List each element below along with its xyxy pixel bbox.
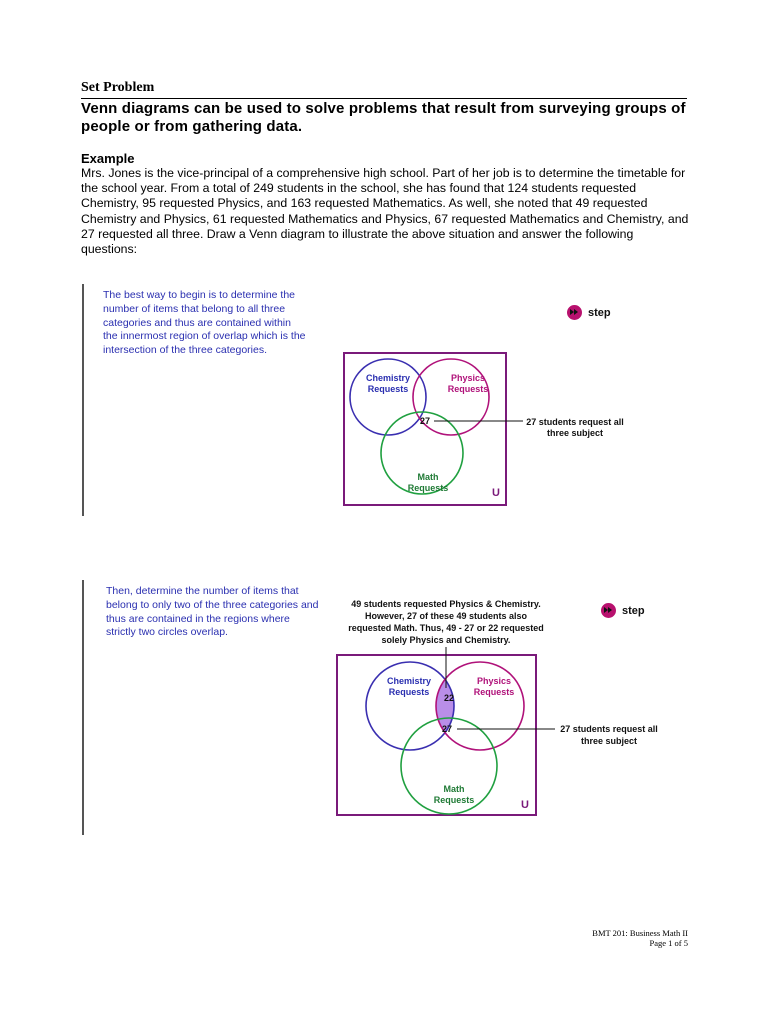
math-label-1: Math: [443, 784, 465, 794]
top-note-4: solely Physics and Chemistry.: [381, 635, 511, 645]
callout-line-1: 27 students request all: [526, 417, 624, 427]
physics-label-2: Requests: [447, 384, 489, 394]
callout-line-1: 27 students request all: [560, 724, 658, 734]
callout-line-2: three subject: [580, 736, 638, 746]
venn-diagram-2: [325, 592, 685, 822]
step-label: step: [622, 604, 645, 617]
top-note-3: requested Math. Thus, 49 - 27 or 22 requested: [348, 623, 544, 633]
panel-1-step-button[interactable]: [567, 305, 611, 320]
overlap-value: 22: [443, 693, 455, 703]
fast-forward-icon: [567, 305, 582, 320]
footer-page-number: Page 1 of 5: [649, 938, 688, 948]
math-label-2: Requests: [407, 483, 449, 493]
chemistry-label-1: Chemistry: [386, 676, 432, 686]
section-title: Set Problem: [81, 80, 687, 99]
top-note-1: 49 students requested Physics & Chemistry.: [351, 599, 541, 609]
chemistry-label-2: Requests: [388, 687, 430, 697]
physics-label-2: Requests: [473, 687, 515, 697]
panel-1-text: The best way to begin is to determine the number of items that belong to all three categories and thus are contained within the innermost region of overlap which is the intersection of the three categories.: [103, 289, 306, 357]
physics-label-1: Physics: [476, 676, 512, 686]
math-label-2: Requests: [433, 795, 475, 805]
page-subtitle: Venn diagrams can be used to solve problems that result from surveying groups of people or from gathering data.: [81, 100, 686, 135]
chemistry-label-2: Requests: [367, 384, 409, 394]
venn-diagram-1: [330, 345, 650, 510]
chemistry-circle: [350, 359, 426, 435]
example-text: Mrs. Jones is the vice-principal of a comprehensive high school. Part of her job is to determine the timetable for the school year. From a total of 249 students in the school, she has found that 124 students requested Chemistry, 95 requested Physics, and 163 requested Mathematics. As well, she noted that 49 requested Chemistry and Physics, 61 requested Mathematics and Physics, 67 requested Mathematics and Chemistry, and 27 requested all three. Draw a Venn diagram to illustrate the above situation and answer the following questions:: [81, 166, 689, 257]
callout-line-2: three subject: [546, 428, 604, 438]
center-value: 27: [419, 416, 431, 426]
page-footer: [592, 928, 688, 948]
math-label-1: Math: [417, 472, 439, 482]
universe-label: U: [521, 799, 529, 811]
top-note-2: However, 27 of these 49 students also: [364, 611, 528, 621]
center-value: 27: [441, 724, 453, 734]
step-label: step: [588, 306, 611, 319]
panel-1-left-bar: [82, 284, 84, 516]
chemistry-label-1: Chemistry: [365, 373, 411, 383]
panel-2-left-bar: [82, 580, 84, 835]
physics-label-1: Physics: [450, 373, 486, 383]
panel-2-text: Then, determine the number of items that belong to only two of the three categories and thus are contained in the regions where strictly two circles overlap.: [106, 585, 319, 639]
footer-course: BMT 201: Business Math II: [592, 928, 688, 938]
example-label: Example: [81, 151, 135, 166]
universe-label: U: [492, 487, 500, 499]
